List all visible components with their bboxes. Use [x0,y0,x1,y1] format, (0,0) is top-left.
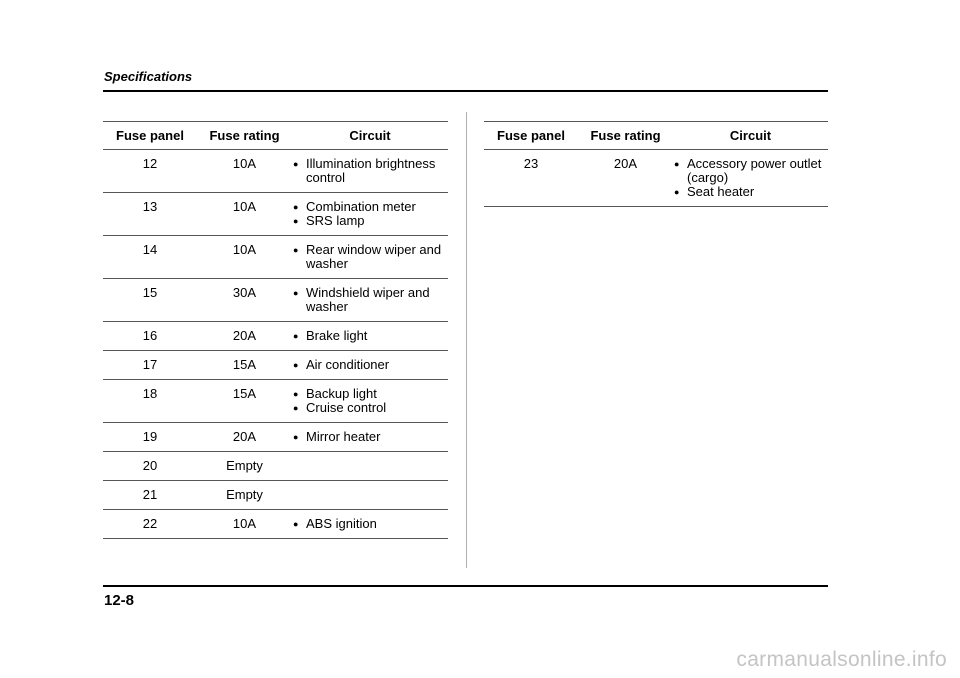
fuse-rating-cell: Empty [197,481,292,510]
column-divider [466,112,467,568]
fuse-panel-cell: 17 [103,351,197,380]
circuit-item: ● Rear window wiper and washer [292,243,448,271]
fuse-rating-cell: 20A [197,423,292,452]
fuse-panel-cell: 18 [103,380,197,423]
fuse-panel-cell: 16 [103,322,197,351]
table-row [103,150,448,193]
watermark: carmanualsonline.info [736,648,947,671]
fuse-panel-cell: 14 [103,236,197,279]
fuse-rating-cell: 15A [197,380,292,423]
fuse-rating-cell: 10A [197,510,292,539]
circuit-cell [292,150,448,193]
circuit-item: ● Mirror heater [292,430,448,444]
circuit-item: ● Air conditioner [292,358,448,372]
circuit-item: ● ABS ignition [292,517,448,531]
table-row [103,351,448,380]
circuit-list [292,200,448,228]
page-number: 12-8 [104,592,135,609]
circuit-list [292,517,448,531]
circuit-list [292,243,448,271]
circuit-cell [292,452,448,481]
fuse-panel-cell: 23 [484,150,578,207]
circuit-list [292,286,448,314]
table-row [103,193,448,236]
col-header-fuse-panel: Fuse panel [103,122,197,150]
table-row [103,510,448,539]
col-header-fuse-rating: Fuse rating [578,122,673,150]
circuit-item: ● Cruise control [292,401,448,415]
circuit-item: ● Accessory power outlet (cargo) [673,157,828,185]
fuse-rating-cell: 20A [197,322,292,351]
table-row [103,423,448,452]
circuit-cell [292,423,448,452]
fuse-rating-cell: Empty [197,452,292,481]
circuit-list [292,157,448,185]
circuit-cell [292,380,448,423]
col-header-fuse-panel: Fuse panel [484,122,578,150]
fuse-rating-cell: 30A [197,279,292,322]
table-row [103,452,448,481]
col-header-circuit: Circuit [292,122,448,150]
header-rule [103,90,828,92]
circuit-cell [292,481,448,510]
circuit-item: ● Brake light [292,329,448,343]
circuit-cell [292,322,448,351]
table-header-row [103,122,448,150]
circuit-cell [292,351,448,380]
section-title: Specifications [104,69,193,84]
circuit-item: ● SRS lamp [292,214,448,228]
circuit-item: ● Backup light [292,387,448,401]
table-row [103,236,448,279]
circuit-list [292,387,448,415]
fuse-rating-cell: 15A [197,351,292,380]
circuit-list [673,157,828,199]
circuit-cell [673,150,828,207]
circuit-list [292,430,448,444]
fuse-rating-cell: 20A [578,150,673,207]
circuit-item: ● Seat heater [673,185,828,199]
circuit-item: ● Windshield wiper and washer [292,286,448,314]
table-row [103,481,448,510]
circuit-item: ● Combination meter [292,200,448,214]
circuit-list [292,358,448,372]
circuit-cell [292,279,448,322]
table-row [103,279,448,322]
fuse-panel-cell: 13 [103,193,197,236]
table-header-row [484,122,828,150]
table-row [103,322,448,351]
fuse-panel-cell: 12 [103,150,197,193]
fuse-rating-cell: 10A [197,150,292,193]
circuit-item: ● Illumination brightness control [292,157,448,185]
fuse-table-right [484,121,828,207]
fuse-panel-cell: 20 [103,452,197,481]
fuse-rating-cell: 10A [197,236,292,279]
circuit-cell [292,193,448,236]
table-row [484,150,828,207]
fuse-panel-cell: 21 [103,481,197,510]
col-header-circuit: Circuit [673,122,828,150]
fuse-panel-cell: 19 [103,423,197,452]
footer-rule [103,585,828,587]
fuse-table-left [103,121,448,539]
table-row [103,380,448,423]
fuse-panel-cell: 22 [103,510,197,539]
fuse-rating-cell: 10A [197,193,292,236]
fuse-panel-cell: 15 [103,279,197,322]
circuit-cell [292,236,448,279]
circuit-cell [292,510,448,539]
circuit-list [292,329,448,343]
col-header-fuse-rating: Fuse rating [197,122,292,150]
